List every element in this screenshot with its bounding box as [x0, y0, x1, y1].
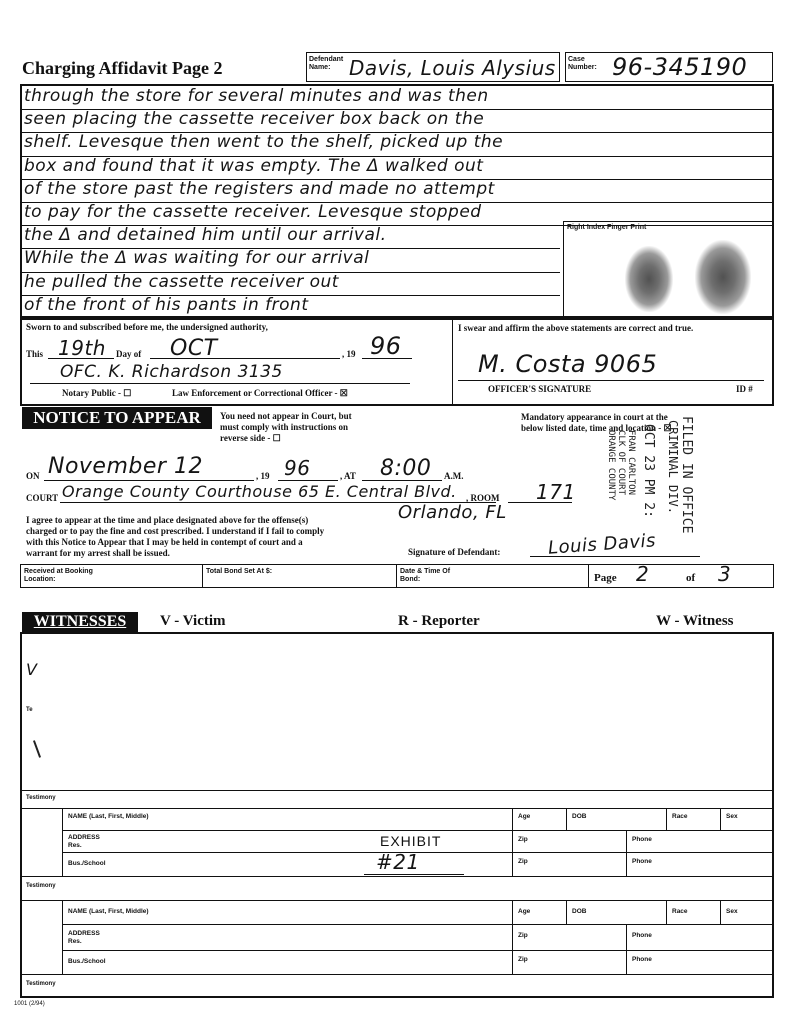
- law-officer-label: Law Enforcement or Correctional Officer - ☒: [172, 388, 348, 398]
- appear-time-line: [362, 480, 442, 481]
- narrative-line: he pulled the cassette receiver out: [24, 271, 339, 292]
- sworn-this-label: This: [26, 349, 44, 359]
- on-label: ON: [26, 471, 40, 481]
- w2-phone2-label: Phone: [632, 956, 652, 963]
- sworn-day-line: [48, 358, 114, 359]
- defendant-signature-label: Signature of Defendant:: [408, 547, 501, 557]
- room-label: , ROOM: [466, 493, 500, 503]
- bond-date-label: Date & Time Of Bond:: [400, 568, 451, 583]
- stamp-line-1: FILED IN OFFICE: [679, 416, 694, 534]
- w1-name-label: NAME (Last, First, Middle): [68, 813, 149, 820]
- booking-row: [20, 564, 774, 588]
- w1-phone-label: Phone: [632, 836, 652, 843]
- w2-age-label: Age: [518, 908, 531, 915]
- w1-race-label: Race: [672, 813, 688, 820]
- fingerprint-image: [625, 246, 673, 312]
- exhibit-label: EXHIBIT: [380, 833, 442, 849]
- witness-label: W - Witness: [656, 613, 734, 629]
- sworn-text: Sworn to and subscribed before me, the undersigned authority,: [26, 322, 268, 332]
- sworn-divider: [452, 318, 453, 406]
- w2-dob-div: [566, 900, 567, 924]
- appear-date: November 12: [48, 454, 203, 479]
- at-label: , AT: [340, 471, 356, 481]
- sworn-officer: OFC. K. Richardson 3135: [60, 362, 283, 382]
- stamp-line-5: CLK OF COURT: [616, 430, 626, 496]
- case-number-box: [565, 52, 773, 82]
- exhibit-number: #21: [376, 850, 420, 874]
- w1-bus-label: Bus./School: [68, 860, 106, 867]
- testimony-label-3: Testimony: [26, 981, 56, 987]
- w1-sex-label: Sex: [726, 813, 738, 820]
- case-number-label: Case Number:: [568, 56, 597, 71]
- narrative-line: of the store past the registers and made no attempt: [24, 178, 495, 199]
- received-label: Received at Booking Location:: [24, 568, 93, 583]
- fingerprint-label: Right Index Finger Print: [567, 224, 647, 231]
- case-number-value: 96-345190: [612, 53, 748, 81]
- agree-text-1: I agree to appear at the time and place designated above for the offense(s): [26, 515, 309, 525]
- w2-bus-label: Bus./School: [68, 958, 106, 965]
- appear-year-line: [278, 480, 338, 481]
- appear-date-line: [44, 480, 254, 481]
- defendant-name-box: [306, 52, 560, 82]
- page-number: 2: [636, 562, 650, 586]
- appear-time: 8:00: [380, 456, 432, 481]
- witness-divider-3: [20, 900, 774, 901]
- w2-sex-div: [720, 900, 721, 924]
- narrative-line: through the store for several minutes and was then: [24, 86, 489, 106]
- witness-divider-1: [20, 790, 774, 791]
- w2-row-2: [62, 950, 774, 951]
- notice-text-2: must comply with instructions on: [220, 422, 349, 432]
- form-number: 1001 (2/94): [14, 1001, 45, 1007]
- sworn-day: 19th: [58, 336, 106, 360]
- w1-zip-label: Zip: [518, 836, 528, 843]
- w2-race-div: [666, 900, 667, 924]
- affirm-text: I swear and affirm the above statements are correct and true.: [458, 323, 694, 333]
- w2-left: [62, 900, 63, 974]
- w1-dob-div: [566, 808, 567, 830]
- narrative-line: of the front of his pants in front: [24, 294, 309, 315]
- sworn-year: 96: [370, 332, 402, 360]
- defendant-name-value: Davis, Louis Alysius: [349, 56, 556, 80]
- w2-sex-label: Sex: [726, 908, 738, 915]
- narrative-line: seen placing the cassette receiver box back on the: [24, 109, 485, 130]
- filed-stamp: [560, 412, 700, 542]
- of-label: of: [686, 572, 696, 584]
- page-total: 3: [718, 562, 732, 586]
- w1-address-label: ADDRESS Res.: [68, 834, 100, 849]
- w2-age-div: [512, 900, 513, 974]
- sworn-day-of-label: Day of: [116, 349, 142, 359]
- victim-label: V - Victim: [160, 613, 226, 629]
- fingerprint-image-2: [695, 240, 751, 314]
- notice-title: NOTICE TO APPEAR: [22, 407, 212, 429]
- stamp-line-6: ORANGE COUNTY: [606, 430, 616, 501]
- defendant-signature-line: [530, 556, 700, 557]
- w2-zip2-label: Zip: [518, 956, 528, 963]
- form-title: Charging Affidavit Page 2: [22, 58, 223, 78]
- w1-left: [62, 808, 63, 876]
- notice-text-3: reverse side - ☐: [220, 433, 281, 443]
- w2-dob-label: DOB: [572, 908, 587, 915]
- witnesses-title: WITNESSES: [22, 612, 138, 632]
- booking-divider-3: [588, 564, 589, 588]
- w2-address-label: ADDRESS Res.: [68, 930, 100, 945]
- w1-age-div: [512, 808, 513, 876]
- w1-age-label: Age: [518, 813, 531, 820]
- court-label: COURT: [26, 493, 59, 503]
- sworn-month: OCT: [170, 336, 218, 361]
- agree-text-4: warrant for my arrest shall be issued.: [26, 548, 170, 558]
- mandatory-text-1: Mandatory appearance in court at the: [521, 412, 668, 422]
- am-label: A.M.: [444, 471, 464, 481]
- tag-te: Te: [26, 707, 33, 713]
- stamp-line-3: OCT 23 PM 2:: [641, 424, 656, 518]
- w1-sex-div: [720, 808, 721, 830]
- court-city: Orlando, FL: [398, 502, 507, 523]
- testimony-label-1: Testimony: [26, 795, 56, 801]
- narrative-line: While the Δ was waiting for our arrival: [24, 248, 370, 269]
- w1-row-3: [20, 876, 774, 877]
- w2-name-label: NAME (Last, First, Middle): [68, 908, 149, 915]
- w1-phone2-label: Phone: [632, 858, 652, 865]
- testimony-label-2: Testimony: [26, 883, 56, 889]
- w2-row-1: [62, 924, 774, 925]
- agree-text-3: with this Notice to Appear that I may be held in contempt of court and a: [26, 537, 303, 547]
- narrative-line: to pay for the cassette receiver. Levesque stopped: [24, 202, 482, 222]
- agree-text-2: charged or to pay the fine and cost prescribed. I understand if I fail to comply: [26, 526, 325, 536]
- witness-divider-2: [20, 808, 774, 809]
- w2-phone-label: Phone: [632, 932, 652, 939]
- w1-zip2-label: Zip: [518, 858, 528, 865]
- w1-dob-label: DOB: [572, 813, 587, 820]
- booking-divider-1: [202, 564, 203, 588]
- officer-signature: M. Costa 9065: [478, 350, 658, 378]
- appear-year: 96: [284, 456, 311, 480]
- booking-divider-2: [396, 564, 397, 588]
- narrative-line: box and found that it was empty. The Δ walked out: [24, 155, 484, 176]
- bond-label: Total Bond Set At $:: [206, 568, 273, 575]
- defendant-name-label: Defendant Name:: [309, 56, 344, 71]
- w2-race-label: Race: [672, 908, 688, 915]
- w2-row-3: [20, 974, 774, 975]
- reporter-label: R - Reporter: [398, 613, 480, 629]
- officer-id-label: ID #: [736, 384, 753, 394]
- notice-text-1: You need not appear in Court, but: [220, 411, 352, 421]
- w2-zip-label: Zip: [518, 932, 528, 939]
- exhibit-line: [364, 874, 464, 875]
- sworn-year-line: [362, 358, 412, 359]
- sworn-month-line: [150, 358, 340, 359]
- appear-year-prefix: , 19: [256, 471, 270, 481]
- mandatory-text-2: below listed date, time and location - ☒: [521, 423, 672, 433]
- court-location: Orange County Courthouse 65 E. Central Blvd.: [62, 482, 457, 501]
- officer-signature-line: [458, 380, 764, 381]
- page-label: Page: [594, 572, 617, 584]
- w1-phone-div: [626, 830, 627, 876]
- stamp-line-2: CRIMINAL DIV.: [666, 420, 680, 514]
- w1-row-1: [62, 830, 774, 831]
- notary-label: Notary Public - ☐: [62, 388, 132, 398]
- sworn-officer-line: [30, 383, 410, 384]
- narrative-line: shelf. Levesque then went to the shelf, picked up the: [24, 132, 504, 153]
- officer-signature-label: OFFICER'S SIGNATURE: [488, 384, 592, 394]
- victim-mark: V: [26, 660, 38, 679]
- sworn-year-prefix: , 19: [342, 349, 356, 359]
- defendant-signature: Louis Davis: [547, 530, 657, 559]
- narrative-line: the Δ and detained him until our arrival.: [24, 225, 387, 246]
- w1-race-div: [666, 808, 667, 830]
- w2-phone-div: [626, 924, 627, 974]
- stamp-line-4: FRAN CARLTON: [626, 430, 636, 496]
- room-number: 171: [536, 480, 576, 504]
